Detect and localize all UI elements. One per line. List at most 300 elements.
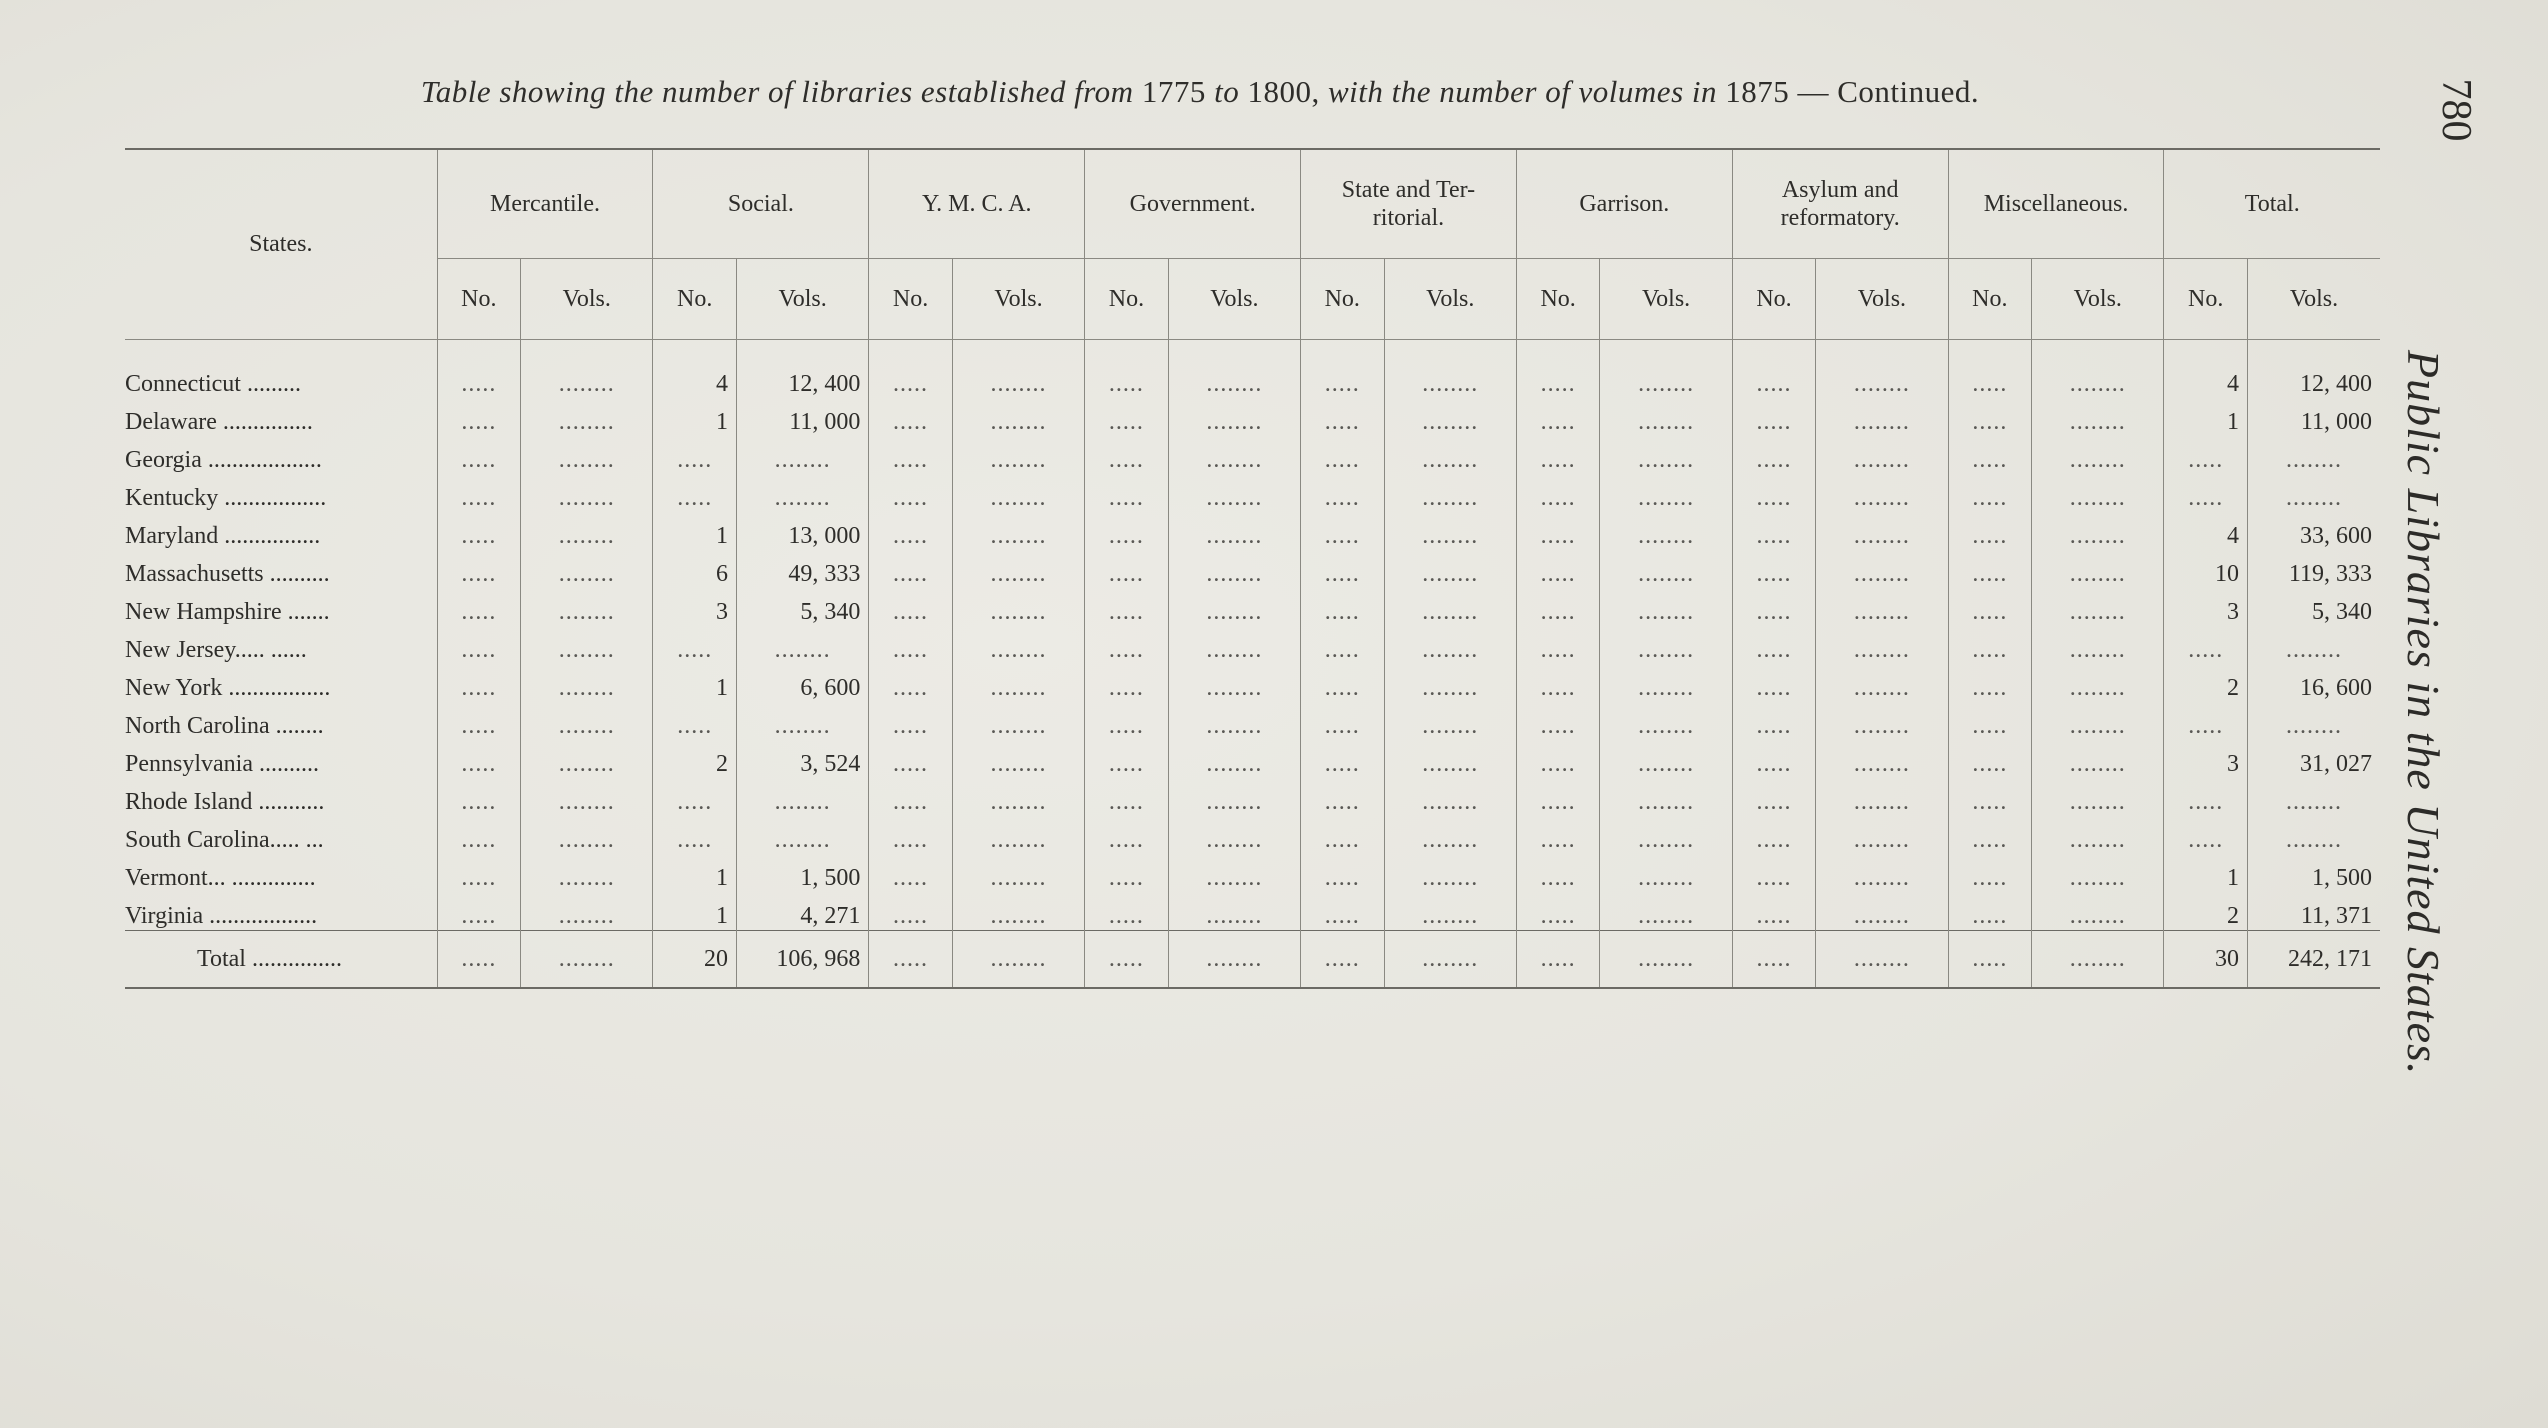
social-vols-cell: ........ [736,474,868,512]
social-vols-cell: 1, 500 [736,854,868,892]
sub-header-garrison-no: No. [1516,259,1599,340]
government-no-cell: ..... [1085,340,1168,399]
garrison-vols-cell: ........ [1600,474,1732,512]
title-text-2: with the number of volumes in [1327,74,1717,109]
asylum-no-cell: ..... [1732,588,1815,626]
total-no-cell: 1 [2164,398,2247,436]
miscellaneous-vols-cell: ........ [2032,340,2164,399]
social-no-cell: 1 [653,512,736,550]
state-territorial-no-cell: ..... [1301,550,1384,588]
social-no-cell: 20 [653,931,736,989]
table-title [300,74,2100,110]
total-vols-cell: ........ [2247,816,2380,854]
ymca-vols-cell: ........ [952,778,1084,816]
mercantile-no-cell: ..... [437,816,520,854]
total-vols-cell: 119, 333 [2247,550,2380,588]
sub-header-total-no: No. [2164,259,2247,340]
social-vols-cell: 11, 000 [736,398,868,436]
asylum-no-cell: ..... [1732,854,1815,892]
government-vols-cell: ........ [1168,340,1300,399]
sub-header-garrison-vols: Vols. [1600,259,1732,340]
social-vols-cell: 12, 400 [736,340,868,399]
garrison-no-cell: ..... [1516,740,1599,778]
state-territorial-no-cell: ..... [1301,778,1384,816]
mercantile-no-cell: ..... [437,340,520,399]
state-territorial-vols-cell: ........ [1384,664,1516,702]
asylum-vols-cell: ........ [1816,340,1948,399]
social-vols-cell: 5, 340 [736,588,868,626]
group-header-asylum: Asylum and reformatory. [1732,149,1948,259]
table-row [125,778,2380,816]
table-row [125,702,2380,740]
sub-header-ymca-no: No. [869,259,952,340]
sub-header-asylum-vols: Vols. [1816,259,1948,340]
mercantile-no-cell: ..... [437,702,520,740]
total-vols-cell: ........ [2247,778,2380,816]
ymca-no-cell: ..... [869,550,952,588]
state-territorial-no-cell: ..... [1301,816,1384,854]
total-no-cell: 1 [2164,854,2247,892]
garrison-vols-cell: ........ [1600,778,1732,816]
title-text-to: to [1214,74,1240,109]
table-row [125,588,2380,626]
table-row [125,816,2380,854]
state-name: North Carolina ........ [125,713,324,739]
total-no-cell: ..... [2164,474,2247,512]
sub-header-state-territorial-vols: Vols. [1384,259,1516,340]
state-name: Pennsylvania .......... [125,751,319,777]
asylum-vols-cell: ........ [1816,398,1948,436]
asylum-no-cell: ..... [1732,816,1815,854]
ymca-no-cell: ..... [869,436,952,474]
asylum-vols-cell: ........ [1816,626,1948,664]
state-name: Total ............... [125,931,437,989]
miscellaneous-vols-cell: ........ [2032,702,2164,740]
ymca-vols-cell: ........ [952,664,1084,702]
total-vols-cell: 11, 000 [2247,398,2380,436]
asylum-vols-cell: ........ [1816,550,1948,588]
social-no-cell: 1 [653,854,736,892]
mercantile-no-cell: ..... [437,588,520,626]
sub-header-government-vols: Vols. [1168,259,1300,340]
state-territorial-no-cell: ..... [1301,588,1384,626]
miscellaneous-vols-cell: ........ [2032,816,2164,854]
state-territorial-vols-cell: ........ [1384,892,1516,931]
total-vols-cell: 31, 027 [2247,740,2380,778]
garrison-no-cell: ..... [1516,892,1599,931]
government-vols-cell: ........ [1168,816,1300,854]
state-name: Virginia .................. [125,903,318,929]
title-year-volumes: 1875 [1725,74,1790,109]
sub-header-total-vols: Vols. [2247,259,2380,340]
mercantile-no-cell: ..... [437,436,520,474]
ymca-vols-cell: ........ [952,340,1084,399]
miscellaneous-vols-cell: ........ [2032,588,2164,626]
asylum-no-cell: ..... [1732,512,1815,550]
miscellaneous-no-cell: ..... [1948,931,2031,989]
state-territorial-vols-cell: ........ [1384,550,1516,588]
government-no-cell: ..... [1085,436,1168,474]
garrison-no-cell: ..... [1516,778,1599,816]
ymca-vols-cell: ........ [952,626,1084,664]
social-no-cell: ..... [653,626,736,664]
state-territorial-no-cell: ..... [1301,664,1384,702]
social-vols-cell: ........ [736,702,868,740]
asylum-no-cell: ..... [1732,436,1815,474]
asylum-vols-cell: ........ [1816,474,1948,512]
asylum-no-cell: ..... [1732,398,1815,436]
social-vols-cell: 3, 524 [736,740,868,778]
garrison-no-cell: ..... [1516,512,1599,550]
asylum-no-cell: ..... [1732,626,1815,664]
running-title: Public Libraries in the United States. [2398,350,2449,1076]
state-territorial-vols-cell: ........ [1384,626,1516,664]
garrison-vols-cell: ........ [1600,340,1732,399]
government-vols-cell: ........ [1168,702,1300,740]
state-territorial-vols-cell: ........ [1384,816,1516,854]
social-vols-cell: 6, 600 [736,664,868,702]
asylum-vols-cell: ........ [1816,512,1948,550]
state-territorial-no-cell: ..... [1301,626,1384,664]
garrison-no-cell: ..... [1516,398,1599,436]
state-territorial-vols-cell: ........ [1384,854,1516,892]
total-vols-cell: 12, 400 [2247,340,2380,399]
social-no-cell: 6 [653,550,736,588]
mercantile-no-cell: ..... [437,664,520,702]
table-row [125,512,2380,550]
miscellaneous-vols-cell: ........ [2032,512,2164,550]
mercantile-vols-cell: ........ [521,854,653,892]
government-no-cell: ..... [1085,512,1168,550]
asylum-no-cell: ..... [1732,340,1815,399]
state-territorial-vols-cell: ........ [1384,398,1516,436]
mercantile-vols-cell: ........ [521,740,653,778]
mercantile-no-cell: ..... [437,626,520,664]
miscellaneous-vols-cell: ........ [2032,474,2164,512]
miscellaneous-no-cell: ..... [1948,816,2031,854]
government-vols-cell: ........ [1168,436,1300,474]
state-territorial-vols-cell: ........ [1384,474,1516,512]
mercantile-vols-cell: ........ [521,626,653,664]
government-vols-cell: ........ [1168,931,1300,989]
ymca-no-cell: ..... [869,664,952,702]
asylum-vols-cell: ........ [1816,931,1948,989]
state-territorial-vols-cell: ........ [1384,436,1516,474]
state-name: Maryland ................ [125,523,321,549]
sub-header-miscellaneous-no: No. [1948,259,2031,340]
ymca-vols-cell: ........ [952,474,1084,512]
garrison-no-cell: ..... [1516,436,1599,474]
state-name: New Hampshire ....... [125,599,330,625]
state-name: Vermont... .............. [125,865,316,891]
mercantile-vols-cell: ........ [521,398,653,436]
table-row [125,854,2380,892]
states-header: States. [125,149,437,340]
mercantile-vols-cell: ........ [521,340,653,399]
ymca-vols-cell: ........ [952,740,1084,778]
sub-header-social-vols: Vols. [736,259,868,340]
title-year-start: 1775 [1141,74,1206,109]
mercantile-vols-cell: ........ [521,588,653,626]
miscellaneous-no-cell: ..... [1948,892,2031,931]
total-vols-cell: 33, 600 [2247,512,2380,550]
government-no-cell: ..... [1085,398,1168,436]
ymca-no-cell: ..... [869,854,952,892]
garrison-vols-cell: ........ [1600,854,1732,892]
miscellaneous-no-cell: ..... [1948,474,2031,512]
government-vols-cell: ........ [1168,892,1300,931]
state-territorial-no-cell: ..... [1301,931,1384,989]
state-territorial-vols-cell: ........ [1384,931,1516,989]
social-vols-cell: 49, 333 [736,550,868,588]
total-no-cell: 3 [2164,740,2247,778]
government-vols-cell: ........ [1168,626,1300,664]
government-no-cell: ..... [1085,702,1168,740]
asylum-vols-cell: ........ [1816,854,1948,892]
total-no-cell: ..... [2164,626,2247,664]
social-no-cell: ..... [653,474,736,512]
sub-header-ymca-vols: Vols. [952,259,1084,340]
mercantile-vols-cell: ........ [521,892,653,931]
group-header-state-territorial: State and Ter- ritorial. [1301,149,1517,259]
garrison-vols-cell: ........ [1600,398,1732,436]
garrison-vols-cell: ........ [1600,512,1732,550]
total-vols-cell: 242, 171 [2247,931,2380,989]
state-name: Massachusetts .......... [125,561,330,587]
garrison-vols-cell: ........ [1600,740,1732,778]
social-no-cell: 2 [653,740,736,778]
social-no-cell: 3 [653,588,736,626]
title-text-1: Table showing the number of libraries established from [420,74,1134,109]
sub-header-row [125,259,2380,340]
garrison-no-cell: ..... [1516,664,1599,702]
miscellaneous-no-cell: ..... [1948,854,2031,892]
state-territorial-no-cell: ..... [1301,854,1384,892]
ymca-vols-cell: ........ [952,892,1084,931]
state-name: Kentucky ................. [125,485,327,511]
state-territorial-vols-cell: ........ [1384,588,1516,626]
miscellaneous-no-cell: ..... [1948,702,2031,740]
garrison-vols-cell: ........ [1600,816,1732,854]
government-no-cell: ..... [1085,854,1168,892]
government-vols-cell: ........ [1168,474,1300,512]
garrison-no-cell: ..... [1516,588,1599,626]
asylum-vols-cell: ........ [1816,778,1948,816]
garrison-vols-cell: ........ [1600,702,1732,740]
miscellaneous-no-cell: ..... [1948,436,2031,474]
social-vols-cell: ........ [736,626,868,664]
government-vols-cell: ........ [1168,664,1300,702]
table-row [125,550,2380,588]
mercantile-vols-cell: ........ [521,702,653,740]
garrison-no-cell: ..... [1516,474,1599,512]
social-no-cell: ..... [653,816,736,854]
miscellaneous-vols-cell: ........ [2032,626,2164,664]
garrison-no-cell: ..... [1516,816,1599,854]
mercantile-vols-cell: ........ [521,931,653,989]
ymca-vols-cell: ........ [952,436,1084,474]
mercantile-no-cell: ..... [437,931,520,989]
ymca-no-cell: ..... [869,626,952,664]
mercantile-vols-cell: ........ [521,474,653,512]
asylum-no-cell: ..... [1732,664,1815,702]
state-territorial-vols-cell: ........ [1384,512,1516,550]
social-vols-cell: ........ [736,436,868,474]
garrison-no-cell: ..... [1516,931,1599,989]
total-no-cell: ..... [2164,816,2247,854]
garrison-vols-cell: ........ [1600,550,1732,588]
garrison-no-cell: ..... [1516,340,1599,399]
ymca-vols-cell: ........ [952,398,1084,436]
ymca-no-cell: ..... [869,474,952,512]
ymca-no-cell: ..... [869,398,952,436]
sub-header-social-no: No. [653,259,736,340]
miscellaneous-no-cell: ..... [1948,340,2031,399]
social-vols-cell: 4, 271 [736,892,868,931]
table-row [125,436,2380,474]
garrison-vols-cell: ........ [1600,436,1732,474]
mercantile-vols-cell: ........ [521,512,653,550]
state-name: Connecticut ......... [125,371,301,397]
total-no-cell: 30 [2164,931,2247,989]
total-no-cell: ..... [2164,778,2247,816]
government-no-cell: ..... [1085,588,1168,626]
ymca-no-cell: ..... [869,778,952,816]
government-vols-cell: ........ [1168,512,1300,550]
government-vols-cell: ........ [1168,550,1300,588]
group-header-social: Social. [653,149,869,259]
total-vols-cell: ........ [2247,436,2380,474]
asylum-vols-cell: ........ [1816,892,1948,931]
miscellaneous-vols-cell: ........ [2032,778,2164,816]
state-name: New Jersey..... ...... [125,637,307,663]
social-no-cell: 4 [653,340,736,399]
asylum-no-cell: ..... [1732,740,1815,778]
total-vols-cell: 16, 600 [2247,664,2380,702]
government-no-cell: ..... [1085,778,1168,816]
ymca-vols-cell: ........ [952,816,1084,854]
mercantile-vols-cell: ........ [521,436,653,474]
state-name: South Carolina..... ... [125,827,324,853]
total-no-cell: 2 [2164,664,2247,702]
garrison-vols-cell: ........ [1600,892,1732,931]
miscellaneous-no-cell: ..... [1948,626,2031,664]
title-year-end: 1800, [1247,74,1320,109]
garrison-vols-cell: ........ [1600,626,1732,664]
asylum-vols-cell: ........ [1816,588,1948,626]
miscellaneous-no-cell: ..... [1948,664,2031,702]
sub-header-miscellaneous-vols: Vols. [2032,259,2164,340]
social-vols-cell: ........ [736,816,868,854]
total-no-cell: 10 [2164,550,2247,588]
table-row [125,664,2380,702]
asylum-no-cell: ..... [1732,702,1815,740]
total-no-cell: ..... [2164,436,2247,474]
miscellaneous-vols-cell: ........ [2032,550,2164,588]
government-no-cell: ..... [1085,550,1168,588]
ymca-vols-cell: ........ [952,512,1084,550]
page-number: 780 [2433,78,2479,142]
ymca-vols-cell: ........ [952,702,1084,740]
government-no-cell: ..... [1085,892,1168,931]
social-vols-cell: ........ [736,778,868,816]
social-no-cell: ..... [653,436,736,474]
state-territorial-no-cell: ..... [1301,892,1384,931]
social-no-cell: ..... [653,778,736,816]
government-no-cell: ..... [1085,474,1168,512]
total-vols-cell: 11, 371 [2247,892,2380,931]
group-header-garrison: Garrison. [1516,149,1732,259]
mercantile-vols-cell: ........ [521,778,653,816]
table-row [125,474,2380,512]
government-no-cell: ..... [1085,740,1168,778]
ymca-no-cell: ..... [869,740,952,778]
asylum-no-cell: ..... [1732,931,1815,989]
mercantile-no-cell: ..... [437,474,520,512]
table-row [125,398,2380,436]
government-no-cell: ..... [1085,931,1168,989]
total-no-cell: 4 [2164,340,2247,399]
miscellaneous-vols-cell: ........ [2032,436,2164,474]
government-no-cell: ..... [1085,664,1168,702]
sub-header-mercantile-no: No. [437,259,520,340]
total-no-cell: 4 [2164,512,2247,550]
ymca-no-cell: ..... [869,816,952,854]
table-body [125,340,2380,989]
table-row [125,340,2380,399]
sub-header-asylum-no: No. [1732,259,1815,340]
miscellaneous-vols-cell: ........ [2032,740,2164,778]
mercantile-vols-cell: ........ [521,664,653,702]
government-vols-cell: ........ [1168,398,1300,436]
asylum-no-cell: ..... [1732,550,1815,588]
state-territorial-vols-cell: ........ [1384,740,1516,778]
government-no-cell: ..... [1085,626,1168,664]
group-header-row [125,149,2380,259]
mercantile-no-cell: ..... [437,892,520,931]
total-vols-cell: 5, 340 [2247,588,2380,626]
government-vols-cell: ........ [1168,778,1300,816]
miscellaneous-vols-cell: ........ [2032,398,2164,436]
asylum-no-cell: ..... [1732,892,1815,931]
government-vols-cell: ........ [1168,588,1300,626]
asylum-no-cell: ..... [1732,778,1815,816]
mercantile-no-cell: ..... [437,550,520,588]
asylum-vols-cell: ........ [1816,702,1948,740]
ymca-no-cell: ..... [869,702,952,740]
sub-header-government-no: No. [1085,259,1168,340]
miscellaneous-no-cell: ..... [1948,398,2031,436]
miscellaneous-no-cell: ..... [1948,778,2031,816]
total-no-cell: ..... [2164,702,2247,740]
state-territorial-no-cell: ..... [1301,740,1384,778]
mercantile-no-cell: ..... [437,778,520,816]
garrison-no-cell: ..... [1516,626,1599,664]
garrison-no-cell: ..... [1516,702,1599,740]
asylum-vols-cell: ........ [1816,664,1948,702]
state-territorial-no-cell: ..... [1301,474,1384,512]
state-territorial-no-cell: ..... [1301,512,1384,550]
table-row [125,626,2380,664]
government-vols-cell: ........ [1168,740,1300,778]
miscellaneous-vols-cell: ........ [2032,854,2164,892]
group-header-miscellaneous: Miscellaneous. [1948,149,2164,259]
state-name: New York ................. [125,675,331,701]
miscellaneous-no-cell: ..... [1948,550,2031,588]
total-no-cell: 2 [2164,892,2247,931]
group-header-mercantile: Mercantile. [437,149,653,259]
title-continued: — Continued. [1797,74,1980,109]
